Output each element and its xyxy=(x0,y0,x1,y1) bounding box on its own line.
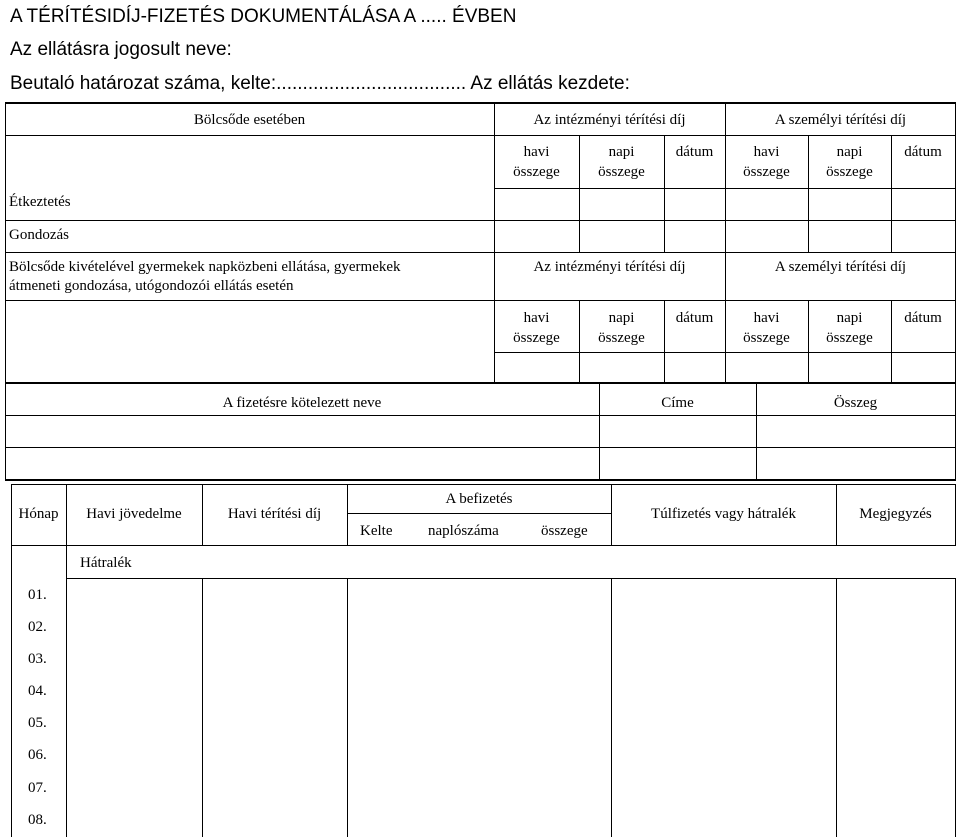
payer-name-header: A fizetésre kötelezett neve xyxy=(222,395,382,411)
daily-label: napi xyxy=(608,310,635,326)
daycare-section-label-cont: átmeneti gondozása, utógondozói ellátás esetén xyxy=(9,278,294,294)
month-label: 07. xyxy=(28,780,47,796)
date-label: dátum xyxy=(904,144,942,160)
journal-number-header: naplószáma xyxy=(428,523,499,539)
remarks-header: Megjegyzés xyxy=(859,506,932,522)
month-label: 01. xyxy=(28,587,47,603)
daycare-section-label: Bölcsőde kivételével gyermekek napközbeni ellátása, gyermekek xyxy=(9,259,401,275)
month-label: 06. xyxy=(28,747,47,763)
monthly-fee-header: Havi térítési díj xyxy=(227,506,322,522)
monthly-label: havi xyxy=(523,310,550,326)
payment-date-header: Kelte xyxy=(360,523,393,539)
daily-label: napi xyxy=(836,310,863,326)
amount-label: összege xyxy=(826,164,873,180)
document-title: A TÉRÍTÉSIDÍJ-FIZETÉS DOKUMENTÁLÁSA A ..... ÉVBEN xyxy=(10,6,517,27)
month-label: 02. xyxy=(28,619,47,635)
date-label: dátum xyxy=(675,144,714,160)
address-header: Címe xyxy=(661,395,694,411)
personal-fee-header-2: A személyi térítési díj xyxy=(774,259,907,275)
beneficiary-name-label: Az ellátásra jogosult neve: xyxy=(10,39,232,60)
amount-label: összege xyxy=(826,330,873,346)
nursery-header: Bölcsőde esetében xyxy=(193,112,306,128)
referral-decision-label: Beutaló határozat száma, kelte:.................................... Az ellátás kezdete: xyxy=(10,73,630,94)
month-label: 03. xyxy=(28,651,47,667)
amount-label: összege xyxy=(513,330,560,346)
month-label: 08. xyxy=(28,812,47,828)
monthly-income-header: Havi jövedelme xyxy=(86,506,182,522)
amount-label: összege xyxy=(598,164,645,180)
catering-row-label: Étkeztetés xyxy=(9,194,71,210)
amount-label: összege xyxy=(513,164,560,180)
monthly-label: havi xyxy=(753,310,780,326)
monthly-label: havi xyxy=(753,144,780,160)
personal-fee-header: A személyi térítési díj xyxy=(774,112,907,128)
date-label: dátum xyxy=(675,310,714,326)
daily-label: napi xyxy=(836,144,863,160)
amount-label: összege xyxy=(598,330,645,346)
payment-amount-header: összege xyxy=(541,523,588,539)
payment-header: A befizetés xyxy=(445,491,513,507)
arrears-label: Hátralék xyxy=(80,555,132,571)
amount-label: összege xyxy=(743,164,790,180)
daily-label: napi xyxy=(608,144,635,160)
institutional-fee-header-2: Az intézményi térítési díj xyxy=(533,259,686,275)
care-row-label: Gondozás xyxy=(9,227,69,243)
month-label: 05. xyxy=(28,715,47,731)
amount-label: összege xyxy=(743,330,790,346)
month-label: 04. xyxy=(28,683,47,699)
overpayment-arrears-header: Túlfizetés vagy hátralék xyxy=(651,506,796,522)
date-label: dátum xyxy=(904,310,942,326)
monthly-label: havi xyxy=(523,144,550,160)
month-header: Hónap xyxy=(18,506,59,522)
institutional-fee-header: Az intézményi térítési díj xyxy=(533,112,686,128)
sum-header: Összeg xyxy=(833,395,878,411)
